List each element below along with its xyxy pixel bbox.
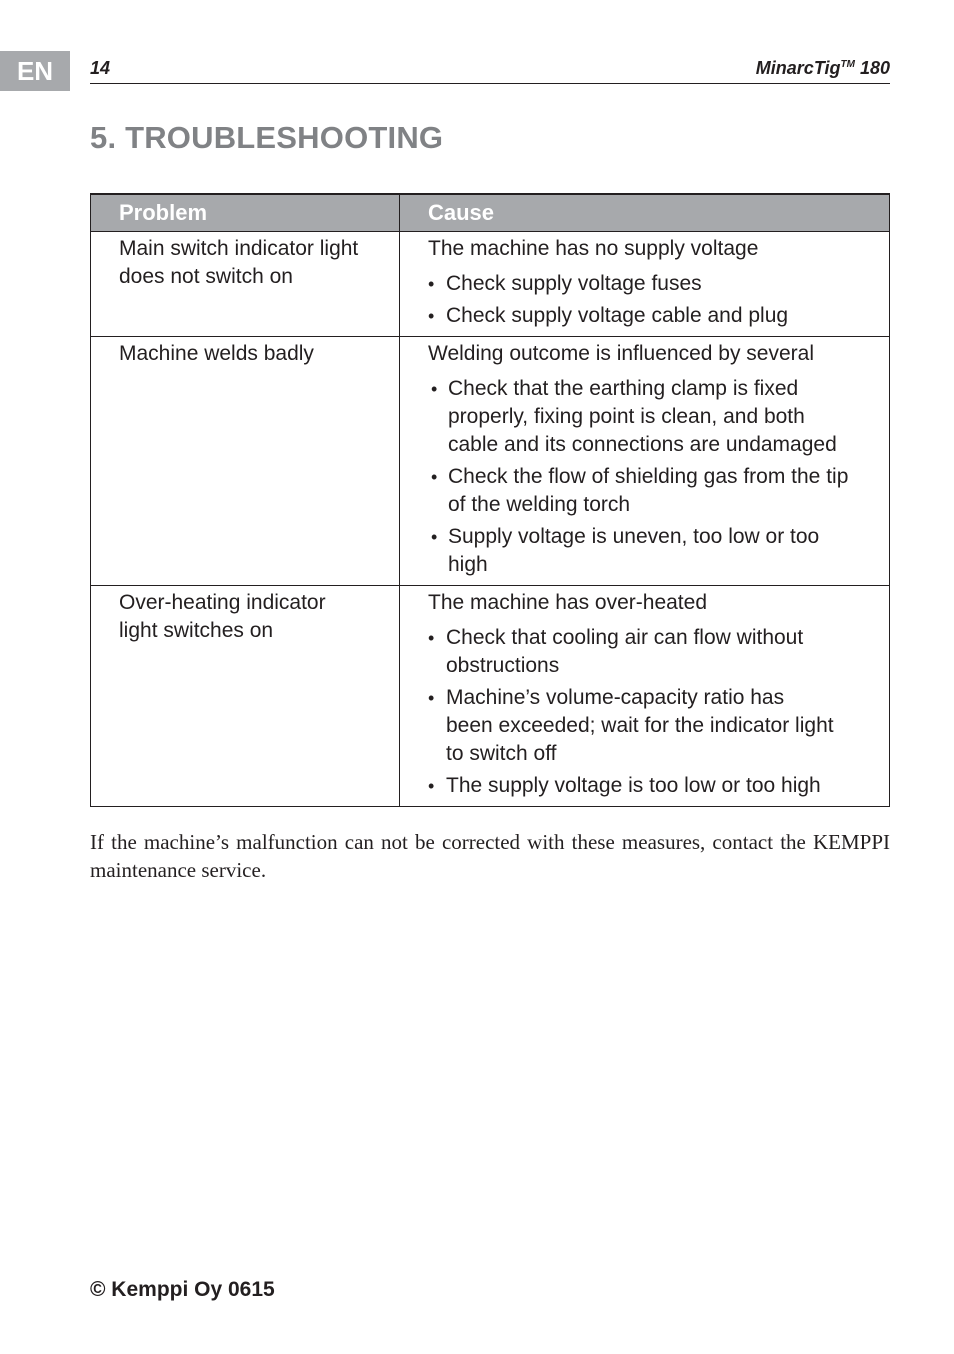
list-item: • The supply voltage is too low or too high (428, 772, 876, 800)
list-item: • Machine’s volume-capacity ratio has been exceeded; wait for the indicator light to switch off (428, 684, 836, 768)
language-tab: EN (0, 51, 70, 91)
list-item: • Check that cooling air can flow without obstructions (428, 624, 846, 680)
page-header (90, 56, 890, 84)
troubleshooting-table (90, 193, 890, 807)
cause-cell (400, 232, 890, 337)
cause-cell (400, 586, 890, 807)
table-row (91, 232, 890, 337)
product-title (756, 58, 890, 79)
problem-column-header: Problem (91, 194, 400, 232)
product-name: MinarcTig (755, 58, 841, 78)
cause-text: The machine has no supply voltage (428, 237, 759, 260)
problem-cell (91, 232, 400, 337)
table-row (91, 586, 890, 807)
problem-cell (91, 586, 400, 807)
table-row (91, 337, 890, 586)
cause-column-header: Cause (400, 194, 890, 232)
list-item: • Check supply voltage cable and plug (428, 302, 879, 330)
cause-text: Welding outcome is influenced by several (428, 342, 814, 365)
table-header-row (91, 194, 890, 232)
section-title: 5. TROUBLESHOOTING (90, 120, 444, 155)
cause-text: The machine has over-heated (428, 591, 707, 614)
problem-cell (91, 337, 400, 586)
problem-text: Main switch indicator light does not switch on (119, 237, 359, 288)
list-item: • Check supply voltage fuses (428, 270, 879, 298)
page-number: 14 (90, 58, 111, 78)
cause-cell (400, 337, 890, 586)
problem-text: Over-heating indicator light switches on (119, 591, 326, 642)
product-model: 180 (859, 58, 890, 78)
copyright-notice: © Kemppi Oy 0615 (90, 1278, 275, 1301)
list-item: • Supply voltage is uneven, too low or too high (428, 523, 858, 579)
trademark-mark: TM (840, 59, 855, 70)
footnote-paragraph: If the machine’s malfunction can not be corrected with these measures, contact the KEMPPI maintenance service. (90, 830, 890, 882)
problem-text: Machine welds badly (119, 342, 314, 365)
list-item: • Check the flow of shielding gas from the tip of the welding torch (428, 463, 858, 519)
list-item: • Check that the earthing clamp is fixed properly, fixing point is clean, and both cable and its connections are undamaged (428, 375, 858, 459)
